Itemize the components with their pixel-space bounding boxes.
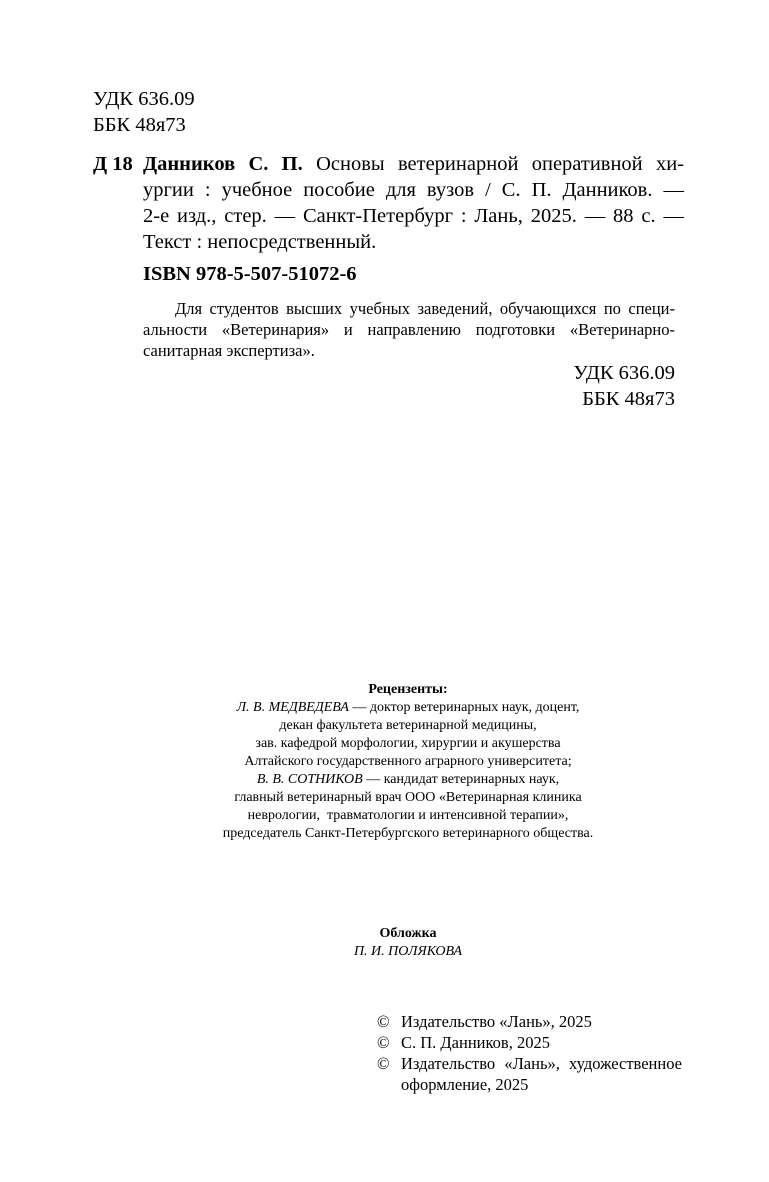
copyright-line-3 <box>377 1053 682 1074</box>
author-name: Данников С. П. <box>143 153 303 175</box>
bibliographic-record <box>143 151 684 255</box>
copyright-line-2 <box>377 1032 682 1053</box>
cover-heading: Обложка <box>379 926 437 941</box>
biblio-title-start: Основы ветеринарной оперативной хи- <box>316 153 685 175</box>
isbn: ISBN 978-5-507-51072-6 <box>143 263 357 285</box>
classification-top <box>93 86 393 138</box>
classification-right <box>480 360 675 412</box>
biblio-line-4: Текст : непосредственный. <box>143 231 377 253</box>
biblio-line-3: 2-е изд., стер. — Санкт-Петербург : Лань, 2025. — 88 с. — <box>143 205 684 227</box>
copyright-icon: © <box>377 1012 390 1031</box>
annotation-line-2: альности «Ветеринария» и направлению подготовки «Ветеринарно- <box>143 320 675 339</box>
reviewer1-line1 <box>150 699 666 717</box>
annotation-line-1: Для студентов высших учебных заведений, обучающихся по специ- <box>175 299 675 318</box>
reviewer2-degree: — кандидат ветеринарных наук, <box>362 772 560 787</box>
udk-code: УДК 636.09 <box>93 88 195 110</box>
reviewer2-name: В. В. СОТНИКОВ <box>256 772 363 787</box>
annotation-line-3: санитарная экспертиза». <box>143 341 315 360</box>
copyright-icon: © <box>377 1033 390 1052</box>
cover-block <box>150 925 666 961</box>
cover-designer: П. И. ПОЛЯКОВА <box>353 944 463 959</box>
copyright-icon: © <box>377 1054 390 1073</box>
reviewers-heading: Рецензенты: <box>368 682 448 697</box>
copyright-block <box>377 1011 682 1095</box>
reviewer2-line2: главный ветеринарный врач ООО «Ветеринарная клиника <box>234 790 582 805</box>
biblio-line-1 <box>143 151 684 177</box>
copyright-text-3: Издательство «Лань», художественное <box>401 1054 682 1073</box>
bbk-code: ББК 48я73 <box>93 114 186 136</box>
reviewer2-line4: председатель Санкт-Петербургского ветеринарного общества. <box>222 826 594 841</box>
reviewer2-line3: неврологии, травматологии и интенсивной терапии», <box>247 808 569 823</box>
bbk-code-right: ББК 48я73 <box>582 388 675 410</box>
copyright-line-1 <box>377 1011 682 1032</box>
reviewer1-line4: Алтайского государственного аграрного университета; <box>244 754 572 769</box>
biblio-line-2: ургии : учебное пособие для вузов / С. П. Данников. — <box>143 179 684 201</box>
copyright-text-2: С. П. Данников, 2025 <box>401 1033 550 1052</box>
reviewer1-degree: — доктор ветеринарных наук, доцент, <box>348 700 580 715</box>
reviewers-block <box>150 681 666 843</box>
copyright-text-1: Издательство «Лань», 2025 <box>401 1012 592 1031</box>
reviewer1-line3: зав. кафедрой морфологии, хирургии и акушерства <box>255 736 561 751</box>
annotation <box>143 298 675 361</box>
author-mark: Д 18 <box>93 153 133 175</box>
reviewer2-line1 <box>150 771 666 789</box>
reviewer1-line2: декан факультета ветеринарной медицины, <box>279 718 537 733</box>
udk-code-right: УДК 636.09 <box>573 362 675 384</box>
reviewer1-name: Л. В. МЕДВЕДЕВА <box>236 700 349 715</box>
copyright-continuation: оформление, 2025 <box>401 1075 529 1094</box>
